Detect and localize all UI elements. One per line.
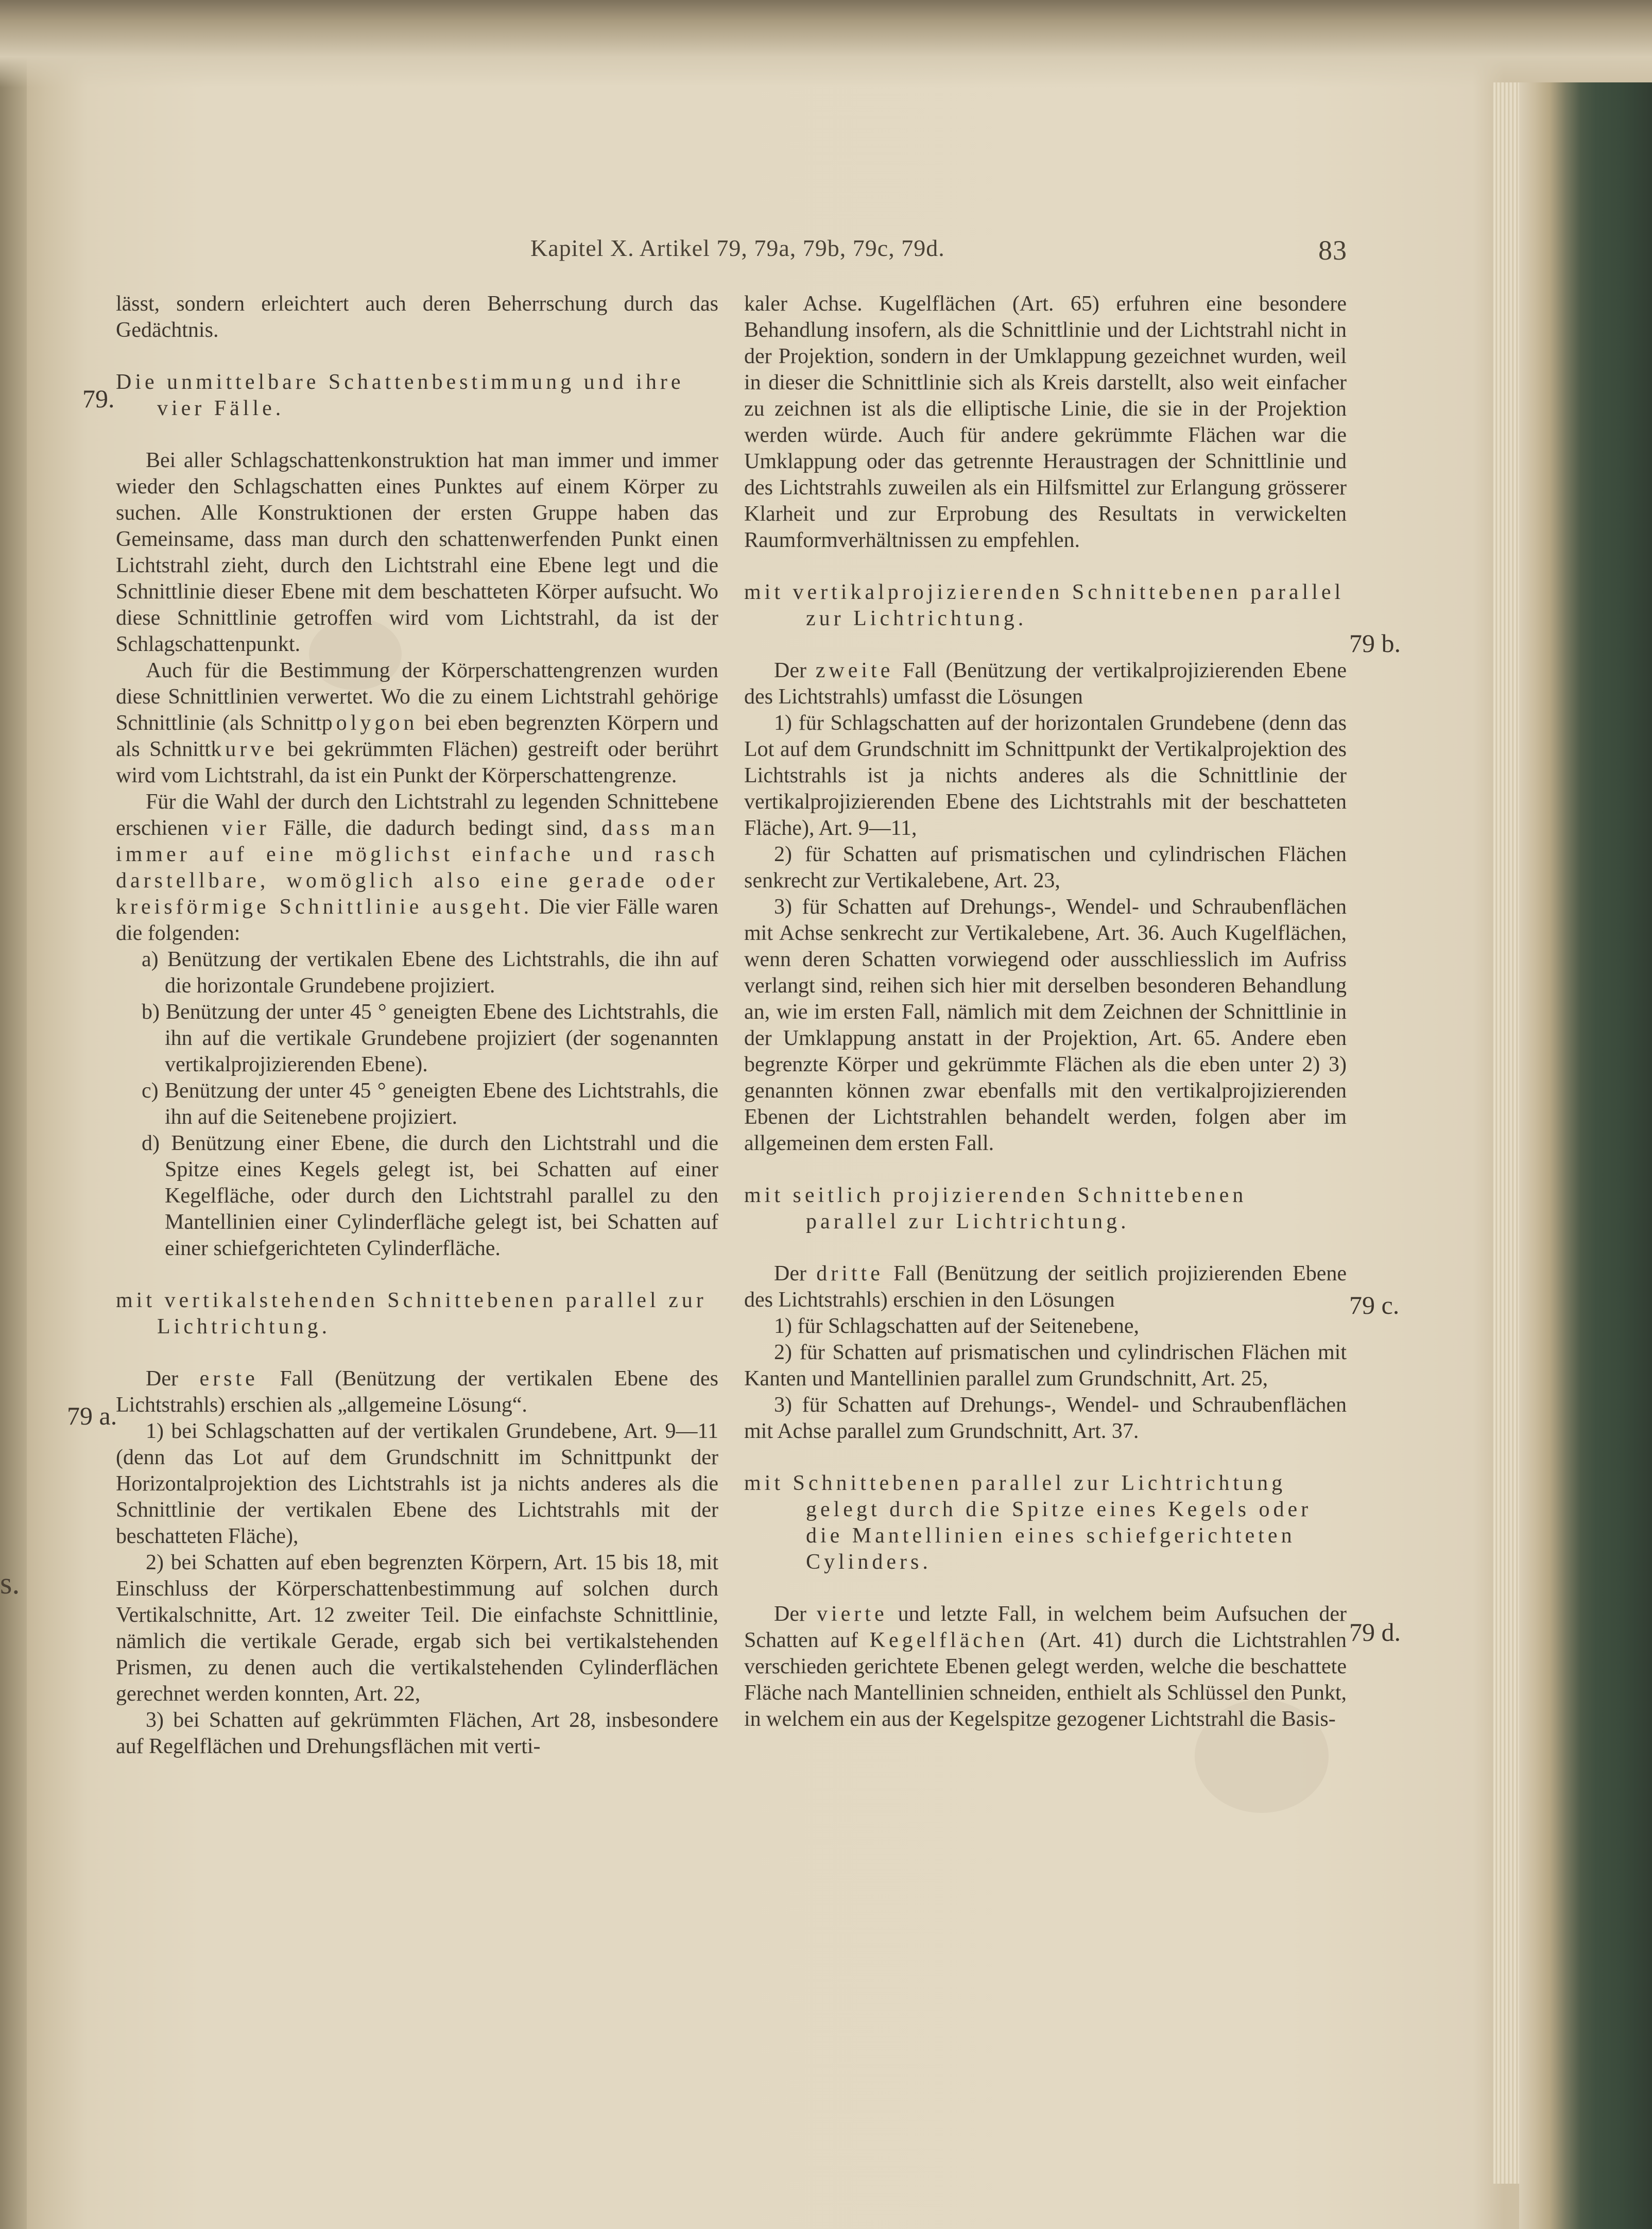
paragraph: 3) für Schatten auf Drehungs-, Wendel- und Schraubenflächen mit Achse parallel zum Grundschnitt, Art. 37. [744,1393,1347,1443]
paragraph: 1) bei Schlagschatten auf der vertikalen Grundebene, Art. 9—11 (denn das Lot auf dem Grundschnitt im Schnittpunkt der Horizontalprojektion des Lichtstrahls ist ja nichts anderes als die Schnittlinie der vertikalen Ebene des Lichtstrahls mit der beschatteten Fläche), [116,1419,718,1548]
paragraph: 1) für Schlagschatten auf der horizontalen Grundebene (denn das Lot auf dem Grundschnitt im Schnittpunkt der Vertikalprojektion des Lichtstrahls ist ja nichts anderes als die Schnittlinie der vertikalprojizierenden Ebene des Lichtstrahls mit der beschatteten Fläche), Art. 9—11, [744,711,1347,840]
paragraph: 3) bei Schatten auf gekrümmten Flächen, Art 28, insbesondere auf Regelflächen und Drehungsflächen mit verti- [116,1708,718,1758]
paragraph: Auch für die Bestimmung der Körperschattengrenzen wurden diese Schnittlinien verwertet. Wo die zu einem Lichtstrahl gehörige Schnittlinie (als Schnittpolygon bei eben begrenzten Körpern und als Schnittkurve bei gekrümmten Flächen) gestreift oder berührt wird vom Lichtstrahl, da ist ein Punkt der Körperschattengrenze. [116,659,718,787]
list-item: c) Benützung der unter 45 ° geneigten Ebene des Lichtstrahls, die ihn auf die Seitenebene projiziert. [142,1079,718,1129]
paragraph: 3) für Schatten auf Drehungs-, Wendel- und Schraubenflächen mit Achse senkrecht zur Vertikalebene, Art. 36. Auch Kugelflächen, wenn deren Schatten vorwiegend oder ausschliesslich im Aufriss verlangt sind, reihen sich hier mit derselben besonderen Behandlung an, wie im ersten Fall, nämlich mit dem Zeichnen der Schnittlinie in der Umklappung anstatt in der Projektion, Art. 65. Andere eben begrenzte Körper und gekrümmte Flächen als die eben unter 2) 3) genannten können zwar ebenfalls mit den vertikalprojizierenden Ebenen der Lichtstrahlen behandelt werden, folgen aber im allgemeinen dem ersten Fall. [744,895,1347,1155]
paragraph: 2) für Schatten auf prismatischen und cylindrischen Flächen senkrecht zur Vertikalebene, Art. 23, [744,843,1347,893]
paragraph: Der vierte und letzte Fall, in welchem beim Aufsuchen der Schatten auf Kegelflächen (Art. 41) durch die Lichtstrahlen verschieden gerichtete Ebenen gelegt werden, welche die beschattete Fläche nach Mantellinien schneiden, enthielt als Schlüssel den Punkt, in welchem ein aus der Kegelspitze gezogener Lichtstrahl die Basis- [744,1602,1347,1731]
list-item: d) Benützung einer Ebene, die durch den Lichtstrahl und die Spitze eines Kegels gelegt ist, bei Schatten auf einer Kegelfläche, oder durch den Lichtstrahl parallel zu den Mantellinien einer Cylinderfläche gelegt ist, bei Schatten auf einer schiefgerichteten Cylinderfläche. [142,1131,718,1260]
margin-number-79b: 79 b. [1349,629,1401,658]
margin-number-79d: 79 d. [1349,1618,1401,1647]
book-binding [1519,82,1652,2229]
paragraph: Der dritte Fall (Benützung der seitlich projizierenden Ebene des Lichtstrahls) erschien in den Lösungen [744,1262,1347,1312]
paragraph: 2) bei Schatten auf eben begrenzten Körpern, Art. 15 bis 18, mit Einschluss der Körperschattenbestimmung auf solchen durch Vertikalschnitte, Art. 12 zweiter Teil. Die einfachste Schnittlinie, nämlich die vertikale Gerade, ergab sich bei vertikalstehenden Prismen, zu denen auch die vertikalstehenden Cylinderflächen gerechnet werden konnten, Art. 22, [116,1551,718,1706]
paragraph: Der zweite Fall (Benützung der vertikalprojizierenden Ebene des Lichtstrahls) umfasst die Lösungen [744,659,1347,709]
previous-page-fragment: s. [0,1566,20,1600]
paragraph: kaler Achse. Kugelflächen (Art. 65) erfuhren eine besondere Behandlung insofern, als die Schnittlinie und der Lichtstrahl nicht in der Projektion, sondern in der Umklappung gezeichnet wurden, weil in dieser die Schnittlinie sich als Kreis darstellt, also weit einfacher zu zeichnen ist als die elliptische Linie, die sie in der Projektion werden würde. Auch für andere gekrümmte Flächen war die Umklappung oder das getrennte Heraustragen der Schnittlinie und des Lichtstrahls zuweilen als ein Hilfsmittel zur Erlangung grösserer Klarheit und zur Erprobung des Resultats in verwickelten Raumformverhältnissen zu empfehlen. [744,292,1347,552]
right-column [744,291,1347,1733]
margin-number-79a: 79 a. [67,1401,117,1430]
section-heading-79c: mit seitlich projizierenden Schnittebenen parallel zur Lichtrichtung. [744,1184,1247,1233]
section-heading-79d: mit Schnittebenen parallel zur Lichtrichtung gelegt durch die Spitze eines Kegels oder die Mantellinien eines schiefgerichteten Cylinders. [744,1471,1312,1574]
section-heading-79: Die unmittelbare Schattenbestimmung und ihre vier Fälle. [116,370,684,420]
previous-page-edge [0,0,27,2229]
list-item: a) Benützung der vertikalen Ebene des Lichtstrahls, die ihn auf die horizontale Grundebene projiziert. [142,948,718,998]
list-item: b) Benützung der unter 45 ° geneigten Ebene des Lichtstrahls, die ihn auf die vertikale Grundebene projiziert (der sogenannten vertikalprojizierenden Ebene). [142,1000,718,1076]
paragraph: 1) für Schlagschatten auf der Seitenebene, [774,1314,1140,1338]
top-shadow [0,0,1652,88]
paragraph: Bei aller Schlagschattenkonstruktion hat man immer und immer wieder den Schlagschatten eines Punktes auf einem Körper zu suchen. Alle Konstruktionen der ersten Gruppe haben das Gemeinsame, dass man durch den schattenwerfenden Punkt einen Lichtstrahl zieht, durch den Lichtstrahl eine Ebene legt und die Schnittlinie dieser Ebene mit dem beschatteten Körper aufsucht. Wo diese Schnittlinie getroffen wird vom Lichtstrahl, da ist der Schlagschattenpunkt. [116,449,718,656]
margin-number-79c: 79 c. [1349,1291,1400,1319]
paragraph: lässt, sondern erleichtert auch deren Beherrschung durch das Gedächtnis. [116,292,718,342]
running-header: Kapitel X. Artikel 79, 79a, 79b, 79c, 79d. [530,235,945,261]
margin-number-79: 79. [82,384,115,413]
paragraph: 2) für Schatten auf prismatischen und cylindrischen Flächen mit Kanten und Mantellinien parallel zum Grundschnitt, Art. 25, [744,1341,1347,1391]
left-column [116,291,718,1760]
page-number: 83 [1318,235,1347,266]
section-heading-79b: mit vertikalprojizierenden Schnittebenen parallel zur Lichtrichtung. [744,580,1345,630]
paragraph: Für die Wahl der durch den Lichtstrahl zu legenden Schnittebene erschienen vier Fälle, die dadurch bedingt sind, dass man immer auf eine möglichst einfache und rasch darstellbare, womöglich also eine gerade oder kreisförmige Schnittlinie ausgeht. Die vier Fälle waren die folgenden: [116,790,718,945]
section-heading-79a: mit vertikalstehenden Schnittebenen parallel zur Lichtrichtung. [116,1289,707,1339]
paragraph: Der erste Fall (Benützung der vertikalen Ebene des Lichtstrahls) erschien als „allgemeine Lösung“. [116,1367,718,1417]
